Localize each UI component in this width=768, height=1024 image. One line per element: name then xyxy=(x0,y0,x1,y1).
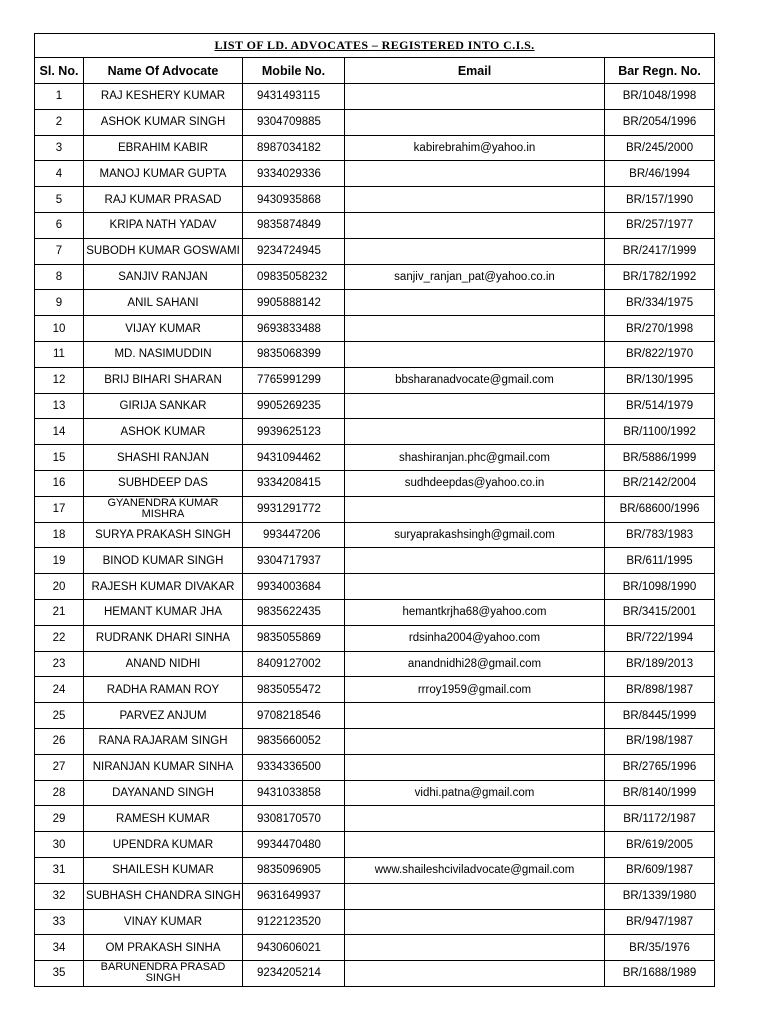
table-row xyxy=(35,703,715,729)
table-row xyxy=(35,187,715,213)
table-row xyxy=(35,651,715,677)
table-row xyxy=(35,316,715,342)
table-row xyxy=(35,470,715,496)
column-header-mobile: Mobile No. xyxy=(243,58,345,84)
table-row xyxy=(35,109,715,135)
mobile-cell: 9334208415 xyxy=(243,470,345,496)
bar-regn-cell: BR/257/1977 xyxy=(605,212,715,238)
email-cell xyxy=(345,883,605,909)
column-header-bar-regn: Bar Regn. No. xyxy=(605,58,715,84)
advocate-name-cell: RAJ KUMAR PRASAD xyxy=(84,187,243,213)
table-row xyxy=(35,574,715,600)
table-row xyxy=(35,496,715,522)
table-row xyxy=(35,135,715,161)
advocate-name-cell: HEMANT KUMAR JHA xyxy=(84,599,243,625)
mobile-cell: 9934470480 xyxy=(243,832,345,858)
bar-regn-cell: BR/189/2013 xyxy=(605,651,715,677)
mobile-cell: 9835660052 xyxy=(243,728,345,754)
sl-no-cell: 29 xyxy=(35,806,84,832)
table-row xyxy=(35,728,715,754)
mobile-cell: 9835096905 xyxy=(243,857,345,883)
column-header-sl-no: Sl. No. xyxy=(35,58,84,84)
mobile-cell: 9304717937 xyxy=(243,548,345,574)
bar-regn-cell: BR/783/1983 xyxy=(605,522,715,548)
bar-regn-cell: BR/130/1995 xyxy=(605,367,715,393)
bar-regn-cell: BR/198/1987 xyxy=(605,728,715,754)
email-cell xyxy=(345,393,605,419)
table-row xyxy=(35,445,715,471)
email-cell: rdsinha2004@yahoo.com xyxy=(345,625,605,651)
advocate-name-cell: SUBODH KUMAR GOSWAMI xyxy=(84,238,243,264)
sl-no-cell: 32 xyxy=(35,883,84,909)
email-cell xyxy=(345,212,605,238)
sl-no-cell: 11 xyxy=(35,341,84,367)
bar-regn-cell: BR/3415/2001 xyxy=(605,599,715,625)
advocate-name-cell: RADHA RAMAN ROY xyxy=(84,677,243,703)
mobile-cell: 9905269235 xyxy=(243,393,345,419)
table-row xyxy=(35,419,715,445)
email-cell xyxy=(345,84,605,110)
mobile-cell: 09835058232 xyxy=(243,264,345,290)
bar-regn-cell: BR/1098/1990 xyxy=(605,574,715,600)
table-row xyxy=(35,625,715,651)
sl-no-cell: 4 xyxy=(35,161,84,187)
table-row xyxy=(35,883,715,909)
bar-regn-cell: BR/514/1979 xyxy=(605,393,715,419)
sl-no-cell: 6 xyxy=(35,212,84,238)
mobile-cell: 9708218546 xyxy=(243,703,345,729)
mobile-cell: 9122123520 xyxy=(243,909,345,935)
email-cell: kabirebrahim@yahoo.in xyxy=(345,135,605,161)
bar-regn-cell: BR/334/1975 xyxy=(605,290,715,316)
bar-regn-cell: BR/8140/1999 xyxy=(605,780,715,806)
advocate-name-cell: SURYA PRAKASH SINGH xyxy=(84,522,243,548)
sl-no-cell: 27 xyxy=(35,754,84,780)
mobile-cell: 9835055869 xyxy=(243,625,345,651)
table-row xyxy=(35,909,715,935)
table-row xyxy=(35,238,715,264)
email-cell: anandnidhi28@gmail.com xyxy=(345,651,605,677)
table-row xyxy=(35,84,715,110)
bar-regn-cell: BR/1339/1980 xyxy=(605,883,715,909)
sl-no-cell: 33 xyxy=(35,909,84,935)
email-cell xyxy=(345,161,605,187)
bar-regn-cell: BR/1100/1992 xyxy=(605,419,715,445)
sl-no-cell: 18 xyxy=(35,522,84,548)
sl-no-cell: 19 xyxy=(35,548,84,574)
column-header-name: Name Of Advocate xyxy=(84,58,243,84)
email-cell xyxy=(345,806,605,832)
bar-regn-cell: BR/1172/1987 xyxy=(605,806,715,832)
email-cell: shashiranjan.phc@gmail.com xyxy=(345,445,605,471)
email-cell xyxy=(345,909,605,935)
email-cell xyxy=(345,832,605,858)
mobile-cell: 9334336500 xyxy=(243,754,345,780)
mobile-cell: 9430606021 xyxy=(243,935,345,961)
sl-no-cell: 13 xyxy=(35,393,84,419)
bar-regn-cell: BR/245/2000 xyxy=(605,135,715,161)
advocate-name-cell: BARUNENDRA PRASAD SINGH xyxy=(84,961,243,987)
advocate-name-cell: ANAND NIDHI xyxy=(84,651,243,677)
email-cell xyxy=(345,419,605,445)
table-row xyxy=(35,677,715,703)
advocate-name-cell: NIRANJAN KUMAR SINHA xyxy=(84,754,243,780)
table-row xyxy=(35,367,715,393)
bar-regn-cell: BR/1782/1992 xyxy=(605,264,715,290)
advocate-name-cell: RUDRANK DHARI SINHA xyxy=(84,625,243,651)
sl-no-cell: 14 xyxy=(35,419,84,445)
bar-regn-cell: BR/2765/1996 xyxy=(605,754,715,780)
sl-no-cell: 24 xyxy=(35,677,84,703)
mobile-cell: 9905888142 xyxy=(243,290,345,316)
mobile-cell: 8987034182 xyxy=(243,135,345,161)
bar-regn-cell: BR/157/1990 xyxy=(605,187,715,213)
table-row xyxy=(35,548,715,574)
sl-no-cell: 30 xyxy=(35,832,84,858)
column-header-email: Email xyxy=(345,58,605,84)
email-cell xyxy=(345,238,605,264)
email-cell: sudhdeepdas@yahoo.co.in xyxy=(345,470,605,496)
sl-no-cell: 16 xyxy=(35,470,84,496)
bar-regn-cell: BR/5886/1999 xyxy=(605,445,715,471)
bar-regn-cell: BR/898/1987 xyxy=(605,677,715,703)
bar-regn-cell: BR/722/1994 xyxy=(605,625,715,651)
advocate-name-cell: MD. NASIMUDDIN xyxy=(84,341,243,367)
advocate-name-cell: VIJAY KUMAR xyxy=(84,316,243,342)
mobile-cell: 9931291772 xyxy=(243,496,345,522)
advocate-name-cell: ASHOK KUMAR xyxy=(84,419,243,445)
table-row xyxy=(35,264,715,290)
mobile-cell: 9631649937 xyxy=(243,883,345,909)
table-row xyxy=(35,754,715,780)
email-cell xyxy=(345,187,605,213)
sl-no-cell: 31 xyxy=(35,857,84,883)
advocate-name-cell: GYANENDRA KUMAR MISHRA xyxy=(84,496,243,522)
advocate-name-cell: RAMESH KUMAR xyxy=(84,806,243,832)
advocate-name-cell: SANJIV RANJAN xyxy=(84,264,243,290)
header-row xyxy=(35,58,715,84)
bar-regn-cell: BR/8445/1999 xyxy=(605,703,715,729)
email-cell xyxy=(345,703,605,729)
mobile-cell: 7765991299 xyxy=(243,367,345,393)
advocate-name-cell: RANA RAJARAM SINGH xyxy=(84,728,243,754)
table-row xyxy=(35,832,715,858)
sl-no-cell: 17 xyxy=(35,496,84,522)
sl-no-cell: 21 xyxy=(35,599,84,625)
email-cell: www.shaileshciviladvocate@gmail.com xyxy=(345,857,605,883)
table-row xyxy=(35,522,715,548)
sl-no-cell: 3 xyxy=(35,135,84,161)
bar-regn-cell: BR/2142/2004 xyxy=(605,470,715,496)
sl-no-cell: 2 xyxy=(35,109,84,135)
mobile-cell: 9939625123 xyxy=(243,419,345,445)
mobile-cell: 9304709885 xyxy=(243,109,345,135)
bar-regn-cell: BR/611/1995 xyxy=(605,548,715,574)
mobile-cell: 9431493115 xyxy=(243,84,345,110)
document-title: LIST OF LD. ADVOCATES – REGISTERED INTO C.I.S. xyxy=(35,34,715,58)
table-row xyxy=(35,341,715,367)
mobile-cell: 9308170570 xyxy=(243,806,345,832)
advocate-name-cell: SUBHASH CHANDRA SINGH xyxy=(84,883,243,909)
advocate-name-cell: SUBHDEEP DAS xyxy=(84,470,243,496)
advocate-name-cell: GIRIJA SANKAR xyxy=(84,393,243,419)
advocate-name-cell: SHAILESH KUMAR xyxy=(84,857,243,883)
bar-regn-cell: BR/2054/1996 xyxy=(605,109,715,135)
email-cell xyxy=(345,341,605,367)
advocate-name-cell: OM PRAKASH SINHA xyxy=(84,935,243,961)
mobile-cell: 9693833488 xyxy=(243,316,345,342)
mobile-cell: 9431033858 xyxy=(243,780,345,806)
advocates-table xyxy=(34,33,715,987)
email-cell: suryaprakashsingh@gmail.com xyxy=(345,522,605,548)
email-cell xyxy=(345,961,605,987)
advocate-name-cell: EBRAHIM KABIR xyxy=(84,135,243,161)
table-row xyxy=(35,806,715,832)
email-cell: vidhi.patna@gmail.com xyxy=(345,780,605,806)
bar-regn-cell: BR/609/1987 xyxy=(605,857,715,883)
advocate-name-cell: BRIJ BIHARI SHARAN xyxy=(84,367,243,393)
mobile-cell: 9835055472 xyxy=(243,677,345,703)
bar-regn-cell: BR/1048/1998 xyxy=(605,84,715,110)
advocate-name-cell: RAJESH KUMAR DIVAKAR xyxy=(84,574,243,600)
sl-no-cell: 28 xyxy=(35,780,84,806)
bar-regn-cell: BR/619/2005 xyxy=(605,832,715,858)
advocate-name-cell: DAYANAND SINGH xyxy=(84,780,243,806)
email-cell xyxy=(345,316,605,342)
sl-no-cell: 1 xyxy=(35,84,84,110)
email-cell: bbsharanadvocate@gmail.com xyxy=(345,367,605,393)
bar-regn-cell: BR/68600/1996 xyxy=(605,496,715,522)
advocate-name-cell: ANIL SAHANI xyxy=(84,290,243,316)
advocate-name-cell: SHASHI RANJAN xyxy=(84,445,243,471)
mobile-cell: 993447206 xyxy=(243,522,345,548)
email-cell xyxy=(345,548,605,574)
sl-no-cell: 35 xyxy=(35,961,84,987)
bar-regn-cell: BR/822/1970 xyxy=(605,341,715,367)
advocate-name-cell: RAJ KESHERY KUMAR xyxy=(84,84,243,110)
email-cell xyxy=(345,754,605,780)
mobile-cell: 9234205214 xyxy=(243,961,345,987)
mobile-cell: 9334029336 xyxy=(243,161,345,187)
email-cell: hemantkrjha68@yahoo.com xyxy=(345,599,605,625)
sl-no-cell: 7 xyxy=(35,238,84,264)
bar-regn-cell: BR/35/1976 xyxy=(605,935,715,961)
email-cell: rrroy1959@gmail.com xyxy=(345,677,605,703)
sl-no-cell: 26 xyxy=(35,728,84,754)
advocate-name-cell: PARVEZ ANJUM xyxy=(84,703,243,729)
sl-no-cell: 25 xyxy=(35,703,84,729)
mobile-cell: 9234724945 xyxy=(243,238,345,264)
sl-no-cell: 23 xyxy=(35,651,84,677)
advocate-name-cell: KRIPA NATH YADAV xyxy=(84,212,243,238)
email-cell xyxy=(345,728,605,754)
advocate-name-cell: VINAY KUMAR xyxy=(84,909,243,935)
bar-regn-cell: BR/2417/1999 xyxy=(605,238,715,264)
email-cell: sanjiv_ranjan_pat@yahoo.co.in xyxy=(345,264,605,290)
mobile-cell: 9430935868 xyxy=(243,187,345,213)
email-cell xyxy=(345,496,605,522)
advocate-name-cell: BINOD KUMAR SINGH xyxy=(84,548,243,574)
table-row xyxy=(35,935,715,961)
sl-no-cell: 34 xyxy=(35,935,84,961)
advocate-name-cell: ASHOK KUMAR SINGH xyxy=(84,109,243,135)
table-row xyxy=(35,780,715,806)
bar-regn-cell: BR/270/1998 xyxy=(605,316,715,342)
table-row xyxy=(35,857,715,883)
title-row xyxy=(35,34,715,58)
mobile-cell: 9934003684 xyxy=(243,574,345,600)
table-row xyxy=(35,161,715,187)
mobile-cell: 8409127002 xyxy=(243,651,345,677)
table-row xyxy=(35,212,715,238)
sl-no-cell: 5 xyxy=(35,187,84,213)
table-body xyxy=(35,84,715,987)
sl-no-cell: 9 xyxy=(35,290,84,316)
table-row xyxy=(35,393,715,419)
advocate-name-cell: UPENDRA KUMAR xyxy=(84,832,243,858)
sl-no-cell: 20 xyxy=(35,574,84,600)
mobile-cell: 9835068399 xyxy=(243,341,345,367)
sl-no-cell: 10 xyxy=(35,316,84,342)
sl-no-cell: 8 xyxy=(35,264,84,290)
email-cell xyxy=(345,290,605,316)
email-cell xyxy=(345,574,605,600)
advocate-name-cell: MANOJ KUMAR GUPTA xyxy=(84,161,243,187)
bar-regn-cell: BR/947/1987 xyxy=(605,909,715,935)
mobile-cell: 9431094462 xyxy=(243,445,345,471)
bar-regn-cell: BR/46/1994 xyxy=(605,161,715,187)
table-row xyxy=(35,599,715,625)
sl-no-cell: 12 xyxy=(35,367,84,393)
email-cell xyxy=(345,109,605,135)
table-row xyxy=(35,290,715,316)
sl-no-cell: 15 xyxy=(35,445,84,471)
email-cell xyxy=(345,935,605,961)
bar-regn-cell: BR/1688/1989 xyxy=(605,961,715,987)
mobile-cell: 9835874849 xyxy=(243,212,345,238)
sl-no-cell: 22 xyxy=(35,625,84,651)
mobile-cell: 9835622435 xyxy=(243,599,345,625)
table-row xyxy=(35,961,715,987)
